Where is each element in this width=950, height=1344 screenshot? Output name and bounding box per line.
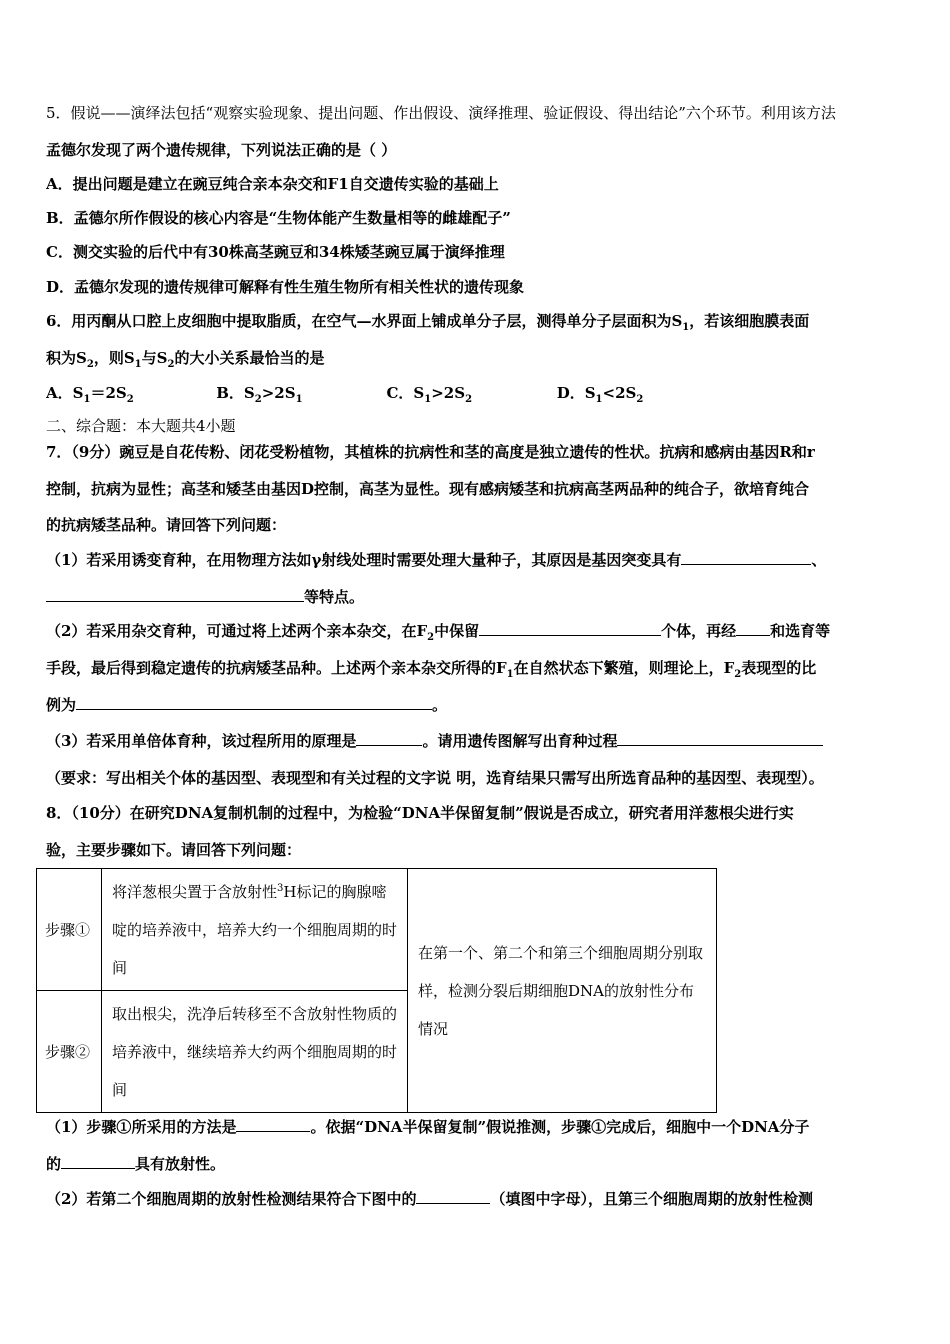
answer-blank[interactable] <box>61 1154 135 1169</box>
q6-option-d-2: <2S <box>602 384 637 402</box>
q6-stem2-c: 与S <box>141 349 168 367</box>
step1-sup: 3 <box>277 882 284 894</box>
step2-text: 取出根尖，洗净后转移至不含放射性物质的培养液中，继续培养大约两个细胞周期的时间 <box>102 991 408 1113</box>
q6-stem2-s1: 1 <box>134 359 142 368</box>
q7-p1-a: （1）若采用诱变育种，在用物理方法如γ射线处理时需要处理大量种子，其原因是基因突变具有 <box>46 551 682 569</box>
q6-option-c-s2: 2 <box>465 394 473 403</box>
q6-option-b-s2: 1 <box>295 394 303 403</box>
q6-options <box>46 383 906 403</box>
q7-p2-c: 个体，再经 <box>661 622 737 640</box>
step2-label: 步骤② <box>37 991 102 1113</box>
q6-stem2-s2: 2 <box>86 359 94 368</box>
q6-stem-line2 <box>46 348 906 368</box>
q5-option-d: D．孟德尔发现的遗传规律可解释有性生殖生物所有相关性状的遗传现象 <box>46 278 525 296</box>
q5-option-a: A．提出问题是建立在豌豆纯合亲本杂交和F1自交遗传实验的基础上 <box>46 175 499 193</box>
q8-line1: 8．（10分）在研究DNA复制机制的过程中，为检验“DNA半保留复制”假说是否成立，研究者用洋葱根尖进行实 <box>46 804 794 822</box>
step1-label: 步骤① <box>37 869 102 991</box>
q7-part2-line2 <box>46 658 906 678</box>
q8-line2: 验，主要步骤如下。请回答下列问题： <box>46 841 302 859</box>
q7-p3-a: （3）若采用单倍体育种，该过程所用的原理是 <box>46 732 357 750</box>
q6-stem2-a: 积为S <box>46 349 87 367</box>
q6-option-b-2: >2S <box>261 384 296 402</box>
experiment-steps-table <box>36 868 717 1113</box>
q5-stem-line2: 孟德尔发现了两个遗传规律，下列说法正确的是（ ） <box>46 141 397 159</box>
answer-blank[interactable] <box>236 1117 310 1132</box>
q8-p1-b: 。依据“DNA半保留复制”假说推测，步骤①完成后，细胞中一个DNA分子 <box>310 1118 810 1136</box>
q7-p2-sub: 2 <box>427 632 435 641</box>
q6-option-b-1: B．S <box>216 384 255 402</box>
q6-stem1-a: 6．用丙酮从口腔上皮细胞中提取脂质，在空气—水界面上铺成单分子层，测得单分子层面积为S <box>46 312 683 330</box>
answer-blank[interactable] <box>736 621 770 636</box>
q6-option-a-1: A．S <box>46 384 84 402</box>
answer-blank[interactable] <box>416 1189 490 1204</box>
q8-p2-a: （2）若第二个细胞周期的放射性检测结果符合下图中的 <box>46 1190 417 1208</box>
q6-option-c <box>386 383 551 403</box>
q7-part3-line1 <box>46 731 906 751</box>
q7-p2-l2a: 手段，最后得到稳定遗传的抗病矮茎品种。上述两个亲本杂交所得的F <box>46 659 507 677</box>
q8-p2-b: （填图中字母），且第三个细胞周期的放射性检测 <box>490 1190 813 1208</box>
q6-stem2-d: 的大小关系最恰当的是 <box>174 349 325 367</box>
step1-text-b: H标记的胸腺嘧啶的培养液中，培养大约一个细胞周期的时间 <box>112 882 398 977</box>
step1-text <box>102 869 408 991</box>
step1-text-a: 将洋葱根尖置于含放射性 <box>112 882 278 901</box>
q7-part3-line2: （要求：写出相关个体的基因型、表现型和有关过程的文字说 明，选育结果只需写出所选育品种的基因型、表现型）。 <box>46 769 824 787</box>
q6-option-b <box>216 383 381 403</box>
q6-stem-line1 <box>46 311 906 331</box>
q6-option-c-s1: 1 <box>424 394 432 403</box>
q8-part2-line1 <box>46 1189 906 1209</box>
q7-p2-b: 中保留 <box>434 622 480 640</box>
q7-part1-line1 <box>46 550 906 570</box>
q7-p2-l3b: 。 <box>432 696 448 714</box>
q6-stem2-b: ，则S <box>93 349 135 367</box>
answer-blank[interactable] <box>76 695 432 710</box>
q7-p2-l2c: 表现型的比 <box>741 659 817 677</box>
q6-option-d <box>557 383 722 403</box>
answer-blank[interactable] <box>681 550 811 565</box>
q7-p1-b: 、 <box>811 551 827 569</box>
q6-option-a-2: ＝2S <box>90 384 127 402</box>
answer-blank[interactable] <box>356 731 422 746</box>
q7-p1-c: 等特点。 <box>304 588 365 606</box>
q6-option-c-2: >2S <box>431 384 466 402</box>
q5-option-c: C．测交实验的后代中有30株高茎豌豆和34株矮茎豌豆属于演绎推理 <box>46 243 505 261</box>
q7-p2-l2sub2: 2 <box>734 669 742 678</box>
q7-p3-b: 。请用遗传图解写出育种过程 <box>422 732 618 750</box>
q6-option-d-s2: 2 <box>636 394 644 403</box>
q5-stem-line1: 5．假说——演绎法包括“观察实验现象、提出问题、作出假设、演绎推理、验证假设、得出结论”六个环节。利用该方法 <box>46 104 836 122</box>
q8-part1-line1 <box>46 1117 906 1137</box>
q6-option-d-s1: 1 <box>595 394 603 403</box>
table-row <box>37 869 717 991</box>
q6-option-a-s2: 2 <box>126 394 134 403</box>
q7-p2-d: 和选育等 <box>770 622 831 640</box>
q6-option-a-s1: 1 <box>83 394 91 403</box>
q6-stem2-s3: 2 <box>167 359 175 368</box>
q7-p2-l2b: 在自然状态下繁殖，则理论上，F <box>513 659 735 677</box>
q7-p2-l2sub: 1 <box>506 669 514 678</box>
q6-option-d-1: D．S <box>556 384 596 402</box>
step-detection-text: 在第一个、第二个和第三个细胞周期分别取样，检测分裂后期细胞DNA的放射性分布情况 <box>408 869 717 1113</box>
q8-p1-l2b: 具有放射性。 <box>135 1155 226 1173</box>
answer-blank[interactable] <box>479 621 661 636</box>
q7-line1: 7．（9分）豌豆是自花传粉、闭花受粉植物，其植株的抗病性和茎的高度是独立遗传的性状。抗病和感病由基因R和r <box>46 443 815 461</box>
q7-p2-l3a: 例为 <box>46 696 77 714</box>
q7-part1-line2 <box>46 587 906 607</box>
q6-stem1-sub: 1 <box>682 322 690 331</box>
q5-option-b: B．孟德尔所作假设的核心内容是“生物体能产生数量相等的雌雄配子” <box>46 209 511 227</box>
q8-part1-line2 <box>46 1154 906 1174</box>
q6-stem1-b: ，若该细胞膜表面 <box>689 312 810 330</box>
q7-part2-line1 <box>46 621 906 641</box>
q8-p1-l2a: 的 <box>46 1155 62 1173</box>
answer-blank[interactable] <box>617 731 823 746</box>
q6-option-a <box>46 383 211 403</box>
q7-part2-line3 <box>46 695 906 715</box>
q7-line2: 控制，抗病为显性；高茎和矮茎由基因D控制，高茎为显性。现有感病矮茎和抗病高茎两品种的纯合子，欲培育纯合 <box>46 480 810 498</box>
q7-p2-a: （2）若采用杂交育种，可通过将上述两个亲本杂交，在F <box>46 622 428 640</box>
q8-p1-a: （1）步骤①所采用的方法是 <box>46 1118 237 1136</box>
q6-option-c-1: C．S <box>386 384 425 402</box>
q6-option-b-s1: 2 <box>254 394 262 403</box>
q7-line3: 的抗病矮茎品种。请回答下列问题： <box>46 516 287 534</box>
answer-blank[interactable] <box>46 587 304 602</box>
section-2-heading: 二、综合题：本大题共4小题 <box>46 417 236 435</box>
